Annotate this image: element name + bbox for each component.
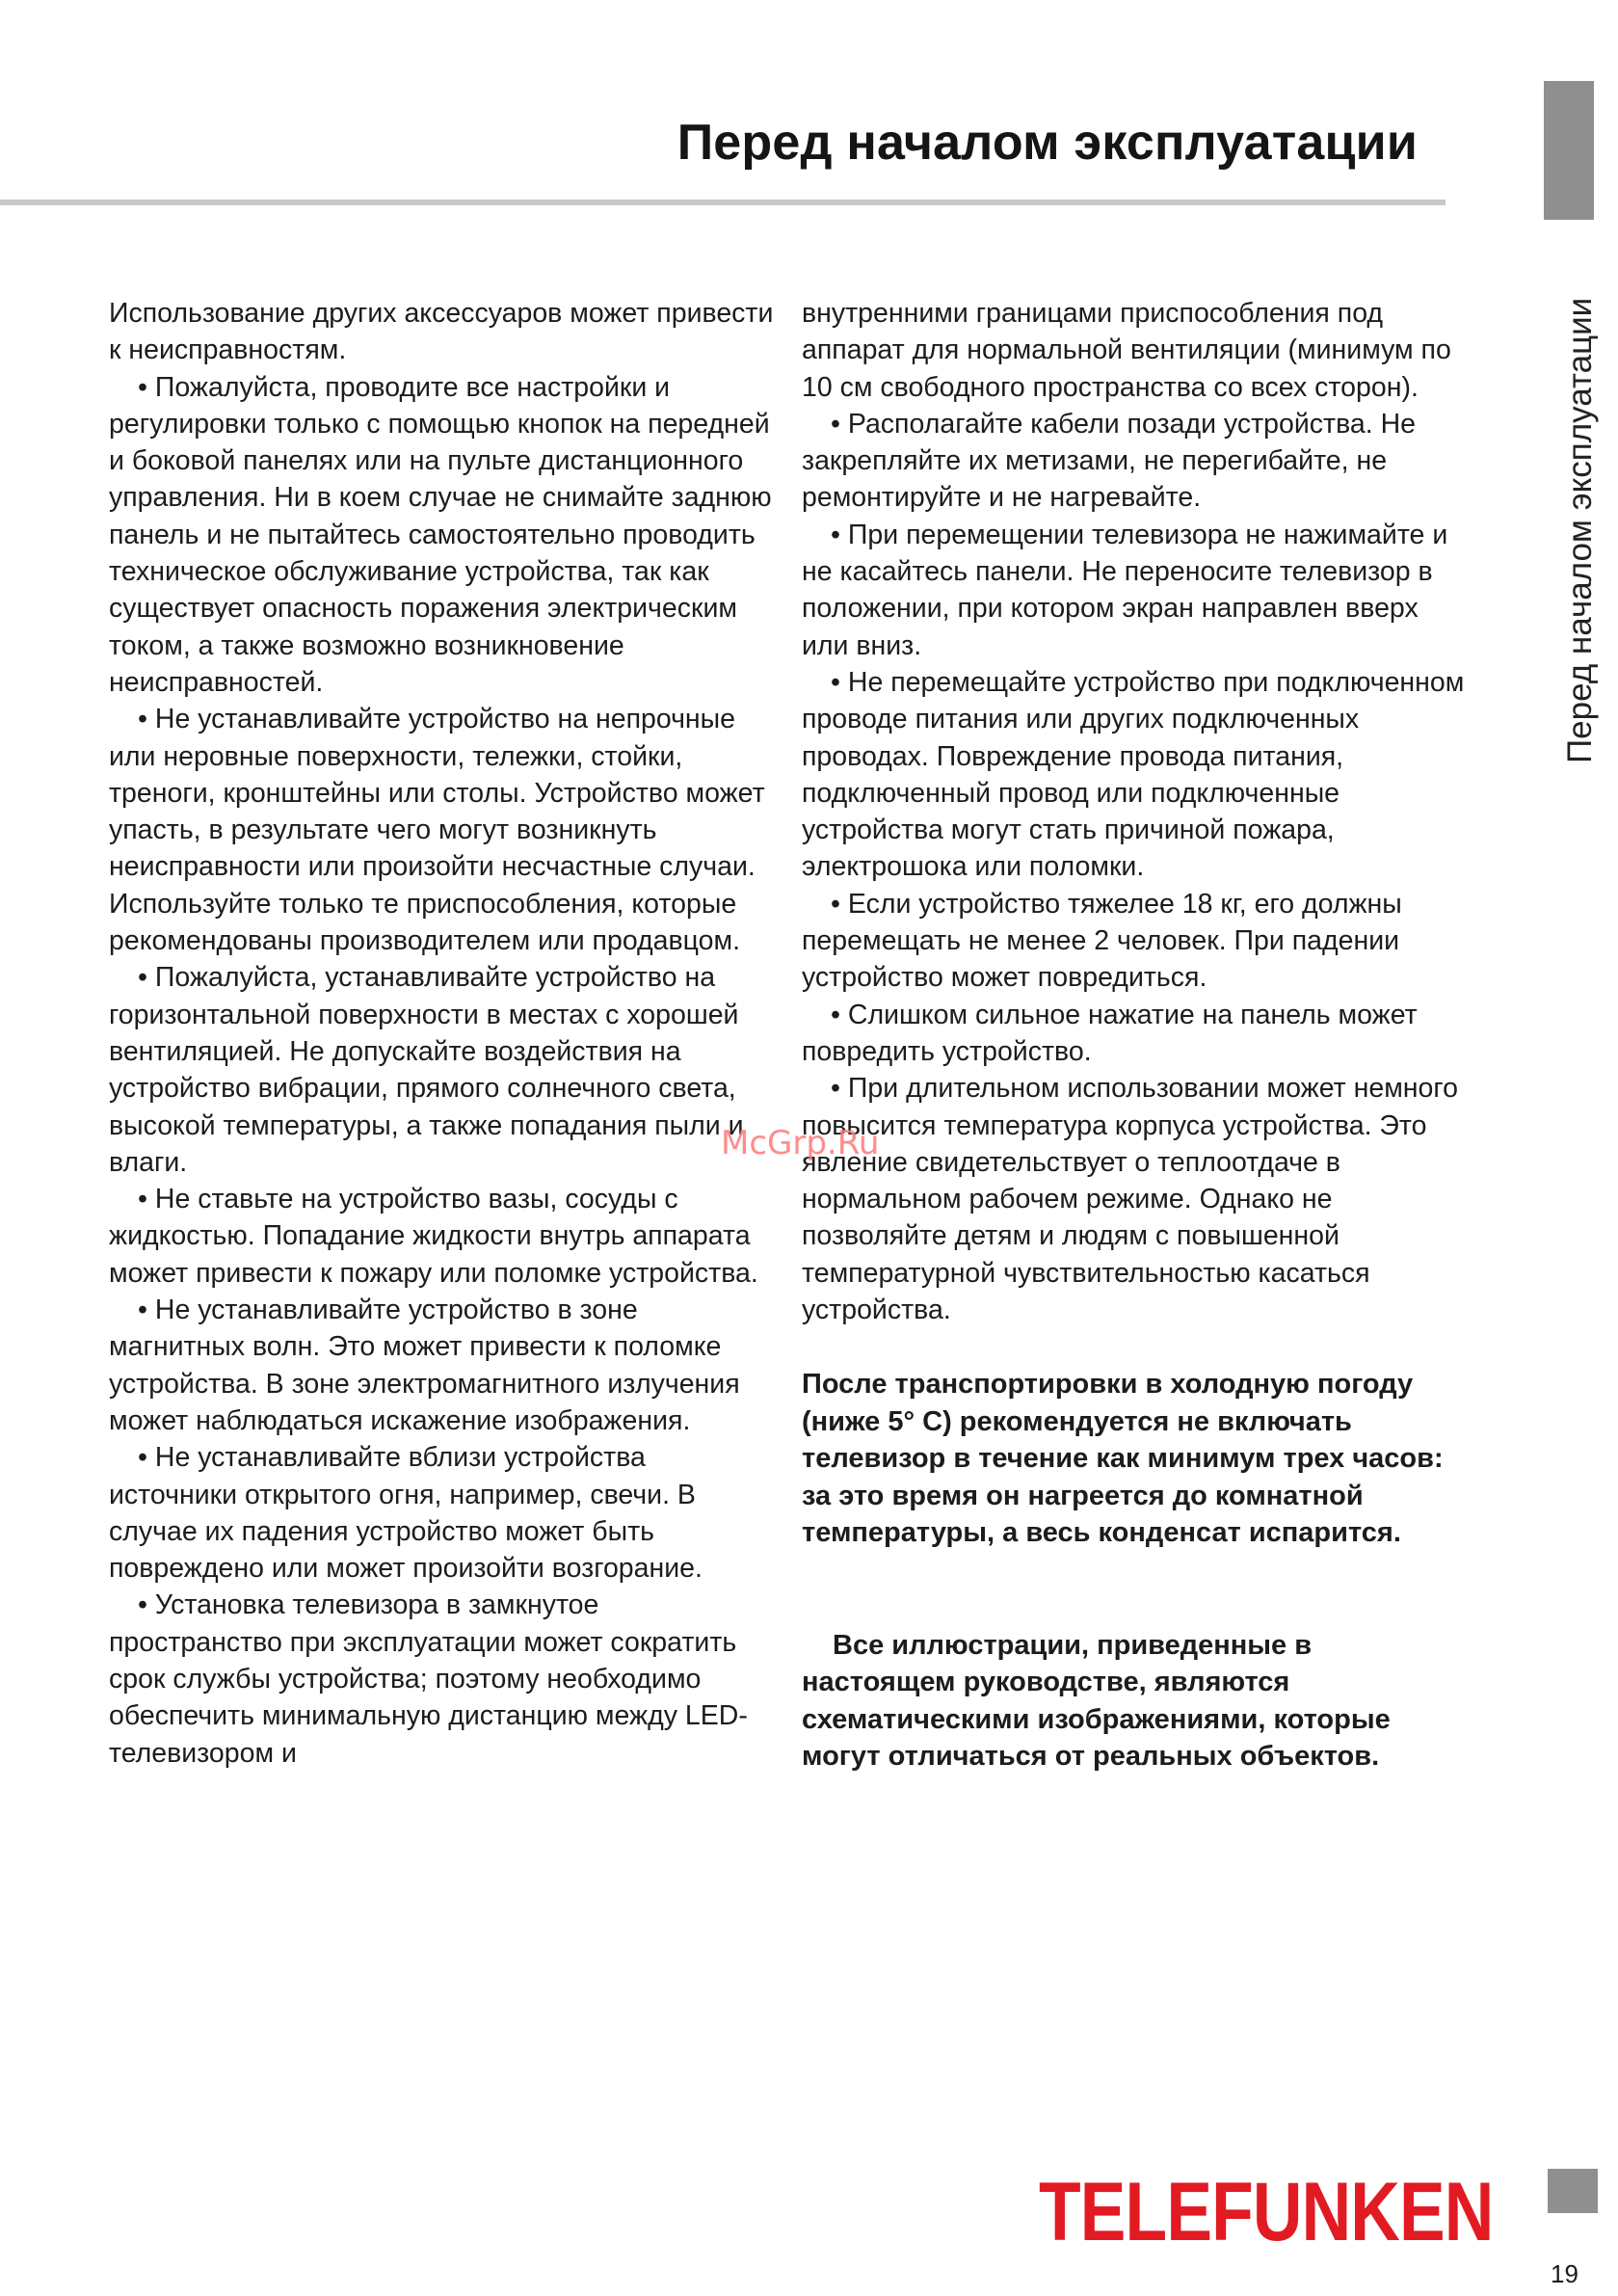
bullet-paragraph: • При перемещении телевизора не нажимайте и не касайтесь панели. Не переносите телевизор в положении, при котором экран направлен вверх или вниз. (802, 519, 1448, 661)
bullet-paragraph: • Пожалуйста, проводите все настройки и регулировки только с помощью кнопок на передней и боковой панелях или на пульте дистанционного управления. Ни в коем случае не снимайте заднюю панель и не пытайтесь самостоятельно проводить техническое обслуживание устройства, так как существует опасность поражения электрическим током, а также возможно возникновение неисправностей. (109, 371, 772, 698)
page-number: 19 (1551, 2259, 1578, 2288)
bullet-paragraph: • Не перемещайте устройство при подключенном проводе питания или других подключенных проводах. Повреждение провода питания, подключенный провод или подключенные устройства могут стать причиной пожара, электрошока или поломки. (802, 666, 1465, 883)
transport-warning-note: После транспортировки в холодную погоду (ниже 5° С) рекомендуется не включать телевизор в течение как минимум трех часов: за это время он нагреется до комнатной температуры, а весь конденсат испарится. (802, 1369, 1444, 1549)
page-title: Перед началом эксплуатации (676, 115, 1418, 171)
bullet-paragraph: • Если устройство тяжелее 18 кг, его должны перемещать не менее 2 человек. При падении устройство может повредиться. (802, 888, 1402, 994)
bullet-paragraph: • Располагайте кабели позади устройства. Не закрепляйте их метизами, не перегибайте, не ремонтируйте и не нагревайте. (802, 408, 1417, 514)
paragraph: внутренними границами приспособления под аппарат для нормальной вентиляции (минимум по 10 см свободного пространства со всех сторон). (802, 298, 1451, 403)
bullet-paragraph: • Слишком сильное нажатие на панель может повредить устройство. (802, 999, 1418, 1067)
illustrations-note: Все иллюстрации, приведенные в настоящем руководстве, являются схематическими изображениями, которые могут отличаться от реальных объектов. (802, 1629, 1391, 1773)
bullet-paragraph: • При длительном использовании может немного повысится температура корпуса устройства. Это явление свидетельствует о теплоотдаче в нормальном рабочем режиме. Однако не позволяйте детям и людям с повышенной температурной чувствительностью касаться устройства. (802, 1073, 1458, 1326)
bullet-paragraph: • Не устанавливайте вблизи устройства источники открытого огня, например, свечи. В случае их падения устройство может быть повреждено или может произойти возгорание. (109, 1442, 703, 1585)
bullet-paragraph: • Не ставьте на устройство вазы, сосуды с жидкостью. Попадание жидкости внутрь аппарата может привести к пожару или поломке устройства. (109, 1184, 758, 1289)
paragraph: Использование других аксессуаров может привести к неисправностям. (109, 298, 774, 366)
side-section-label-text: Перед началом эксплуатации (1561, 297, 1599, 763)
side-tab-marker (1544, 81, 1594, 220)
title-divider (0, 200, 1446, 205)
bullet-paragraph: • Не устанавливайте устройство на непрочные или неровные поверхности, тележки, стойки, треноги, кронштейны или столы. Устройство может упасть, в результате чего могут возникнуть неисправности или произойти несчастные случаи. Используйте только те приспособления, которые рекомендованы производителем или продавцом. (109, 704, 765, 957)
watermark: McGrp.Ru (721, 1124, 880, 1162)
page-number-tab (1548, 2169, 1598, 2213)
bullet-paragraph: • Не устанавливайте устройство в зоне магнитных волн. Это может привести к поломке устройства. В зоне электромагнитного излучения может наблюдаться искажение изображения. (109, 1295, 740, 1436)
bullet-paragraph: • Установка телевизора в замкнутое пространство при эксплуатации может сократить срок службы устройства; поэтому необходимо обеспечить минимальную дистанцию между LED-телевизором и (109, 1589, 748, 1769)
right-column (802, 295, 1467, 1775)
bullet-paragraph: • Пожалуйста, устанавливайте устройство на горизонтальной поверхности в местах с хорошей вентиляцией. Не допускайте воздействия на устройство вибрации, прямого солнечного света, высокой температуры, а также попадания пыли и влаги. (109, 962, 744, 1178)
left-column (109, 295, 774, 1772)
telefunken-logo: TELEFUNKEN (1039, 2166, 1494, 2258)
